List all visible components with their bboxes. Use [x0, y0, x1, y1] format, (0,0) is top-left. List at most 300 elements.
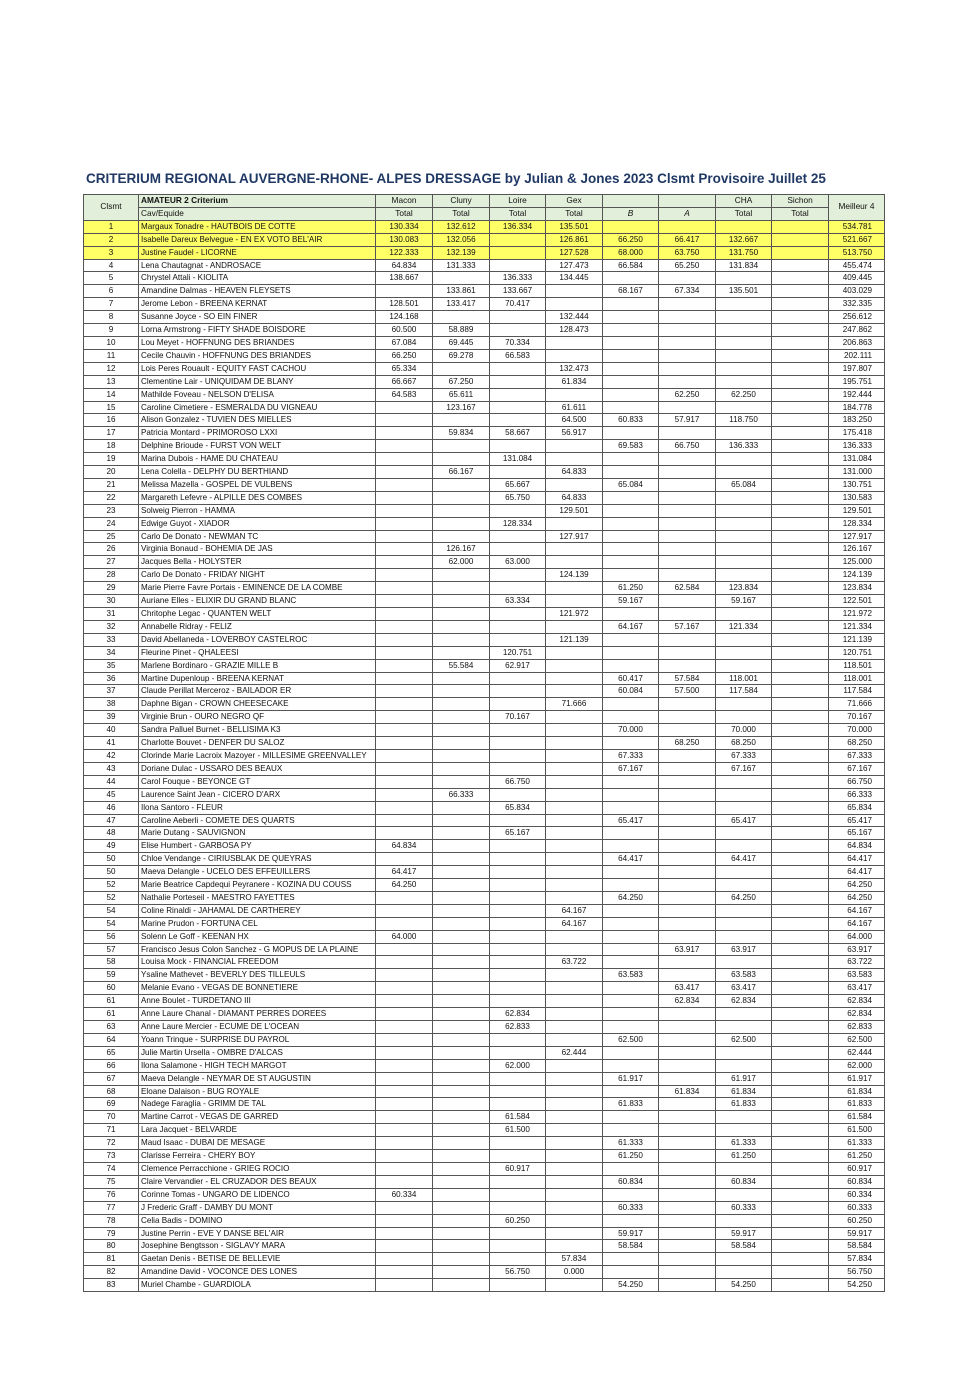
cell-cha: [716, 1008, 772, 1021]
cell-cluny: [433, 1046, 490, 1059]
cell-a: 63.750: [659, 246, 716, 259]
cell-sichon: [772, 1150, 829, 1163]
cell-rank: 58: [84, 956, 139, 969]
cell-name: Margareth Lefevre - ALPILLE DES COMBES: [139, 491, 376, 504]
cell-loire: [490, 956, 546, 969]
cell-cluny: [433, 762, 490, 775]
cell-a: [659, 1098, 716, 1111]
table-row: [84, 1150, 885, 1163]
cell-macon: [376, 659, 433, 672]
cell-gex: [546, 1150, 603, 1163]
cell-cha: 58.584: [716, 1240, 772, 1253]
cell-loire: [490, 324, 546, 337]
cell-sichon: [772, 1214, 829, 1227]
cell-sichon: [772, 1175, 829, 1188]
cell-cha: [716, 608, 772, 621]
cell-macon: [376, 633, 433, 646]
cell-cha: 65.084: [716, 478, 772, 491]
cell-b: [603, 866, 659, 879]
cell-cluny: 126.167: [433, 543, 490, 556]
cell-cluny: [433, 646, 490, 659]
cell-sichon: [772, 891, 829, 904]
cell-loire: 65.667: [490, 478, 546, 491]
best-header: Meilleur 4: [829, 195, 885, 221]
cell-best: 256.612: [829, 311, 885, 324]
cell-cluny: [433, 569, 490, 582]
cell-rank: 20: [84, 466, 139, 479]
cell-cluny: [433, 1137, 490, 1150]
cell-name: Chritophe Legac - QUANTEN WELT: [139, 608, 376, 621]
cell-cluny: [433, 685, 490, 698]
cell-sichon: [772, 478, 829, 491]
cell-best: 183.250: [829, 414, 885, 427]
cell-cluny: [433, 1214, 490, 1227]
cell-name: Lou Meyet - HOFFNUNG DES BRIANDES: [139, 336, 376, 349]
cell-best: 62.500: [829, 1033, 885, 1046]
cell-sichon: [772, 1124, 829, 1137]
cell-loire: [490, 840, 546, 853]
col-header-b-top: [603, 195, 659, 208]
cell-sichon: [772, 220, 829, 233]
cell-sichon: [772, 1021, 829, 1034]
cell-a: [659, 1072, 716, 1085]
cell-cluny: [433, 1085, 490, 1098]
sub-header-cha: Total: [716, 207, 772, 220]
cell-a: [659, 917, 716, 930]
cell-b: [603, 698, 659, 711]
cell-best: 403.029: [829, 285, 885, 298]
cell-best: 64.250: [829, 891, 885, 904]
cell-a: [659, 543, 716, 556]
cell-cluny: [433, 1188, 490, 1201]
cell-gex: [546, 453, 603, 466]
cell-macon: [376, 685, 433, 698]
cell-sichon: [772, 336, 829, 349]
cell-sichon: [772, 388, 829, 401]
cell-cluny: 58.889: [433, 324, 490, 337]
cell-cha: [716, 1266, 772, 1279]
cell-best: 120.751: [829, 646, 885, 659]
cell-sichon: [772, 259, 829, 272]
cell-name: Edwige Guyot - XIADOR: [139, 517, 376, 530]
cell-macon: [376, 285, 433, 298]
cell-name: Martine Carrot - VEGAS DE GARRED: [139, 1111, 376, 1124]
cell-name: Maeva Delangle - UCELO DES EFFEUILLERS: [139, 866, 376, 879]
cell-name: Lorna Armstrong - FIFTY SHADE BOISDORE: [139, 324, 376, 337]
cell-best: 184.778: [829, 401, 885, 414]
cell-sichon: [772, 543, 829, 556]
cell-cha: 59.167: [716, 595, 772, 608]
col-header-a-top: [659, 195, 716, 208]
table-row: [84, 1175, 885, 1188]
cell-cha: 61.333: [716, 1137, 772, 1150]
cell-sichon: [772, 1240, 829, 1253]
cell-cha: [716, 324, 772, 337]
cell-macon: [376, 1098, 433, 1111]
cell-name: Anne Laure Mercier - ECUME DE L'OCEAN: [139, 1021, 376, 1034]
cell-cha: [716, 1059, 772, 1072]
cell-name: Alison Gonzalez - TUVIEN DES MIELLES: [139, 414, 376, 427]
table-row: [84, 1227, 885, 1240]
cell-b: [603, 840, 659, 853]
cell-cha: [716, 1111, 772, 1124]
cell-macon: [376, 904, 433, 917]
cell-best: 118.501: [829, 659, 885, 672]
cell-loire: 60.917: [490, 1162, 546, 1175]
cell-sichon: [772, 272, 829, 285]
cell-cluny: [433, 698, 490, 711]
cell-best: 70.000: [829, 724, 885, 737]
cell-b: 65.417: [603, 814, 659, 827]
header-row-1: [84, 195, 885, 208]
cell-rank: 54: [84, 904, 139, 917]
cell-rank: 34: [84, 646, 139, 659]
table-row: [84, 1188, 885, 1201]
table-row: [84, 1201, 885, 1214]
cell-loire: 128.334: [490, 517, 546, 530]
cell-b: 61.333: [603, 1137, 659, 1150]
cell-loire: [490, 698, 546, 711]
cell-loire: [490, 440, 546, 453]
cell-sichon: [772, 1098, 829, 1111]
cell-gex: [546, 1085, 603, 1098]
cell-cha: [716, 556, 772, 569]
cell-gex: [546, 749, 603, 762]
cell-rank: 9: [84, 324, 139, 337]
cell-loire: [490, 853, 546, 866]
cell-cluny: [433, 775, 490, 788]
table-row: [84, 1137, 885, 1150]
cell-cluny: [433, 1240, 490, 1253]
cell-name: Ilona Santoro - FLEUR: [139, 801, 376, 814]
table-row: [84, 349, 885, 362]
cell-rank: 59: [84, 969, 139, 982]
cell-sichon: [772, 930, 829, 943]
table-row: [84, 220, 885, 233]
cell-name: Mathilde Foveau - NELSON D'ELISA: [139, 388, 376, 401]
cell-rank: 22: [84, 491, 139, 504]
cell-loire: 58.667: [490, 427, 546, 440]
cell-gex: [546, 1201, 603, 1214]
cell-cha: [716, 801, 772, 814]
cell-loire: [490, 1046, 546, 1059]
cell-cluny: [433, 814, 490, 827]
cell-sichon: [772, 453, 829, 466]
cell-a: [659, 272, 716, 285]
cell-macon: [376, 569, 433, 582]
cell-rank: 83: [84, 1279, 139, 1292]
cell-cluny: [433, 724, 490, 737]
cell-b: [603, 362, 659, 375]
table-row: [84, 620, 885, 633]
cell-a: [659, 762, 716, 775]
cell-gex: 61.834: [546, 375, 603, 388]
cell-gex: [546, 1214, 603, 1227]
cell-b: [603, 633, 659, 646]
cell-loire: 65.750: [490, 491, 546, 504]
page-title: CRITERIUM REGIONAL AUVERGNE-RHONE- ALPES DRESSAGE by Julian & Jones 2023 Clsmt Provisoire Juillet 25: [86, 171, 826, 186]
cell-gex: 128.473: [546, 324, 603, 337]
cell-a: [659, 1021, 716, 1034]
cell-rank: 81: [84, 1253, 139, 1266]
cell-gex: 129.501: [546, 504, 603, 517]
cell-b: [603, 530, 659, 543]
cell-b: [603, 737, 659, 750]
cell-loire: 63.334: [490, 595, 546, 608]
cell-rank: 44: [84, 775, 139, 788]
cell-b: 61.833: [603, 1098, 659, 1111]
cell-cha: [716, 827, 772, 840]
cell-cluny: 123.167: [433, 401, 490, 414]
table-row: [84, 995, 885, 1008]
cell-name: Amandine Dalmas - HEAVEN FLEYSETS: [139, 285, 376, 298]
cell-best: 197.807: [829, 362, 885, 375]
cell-cha: 70.000: [716, 724, 772, 737]
cell-rank: 25: [84, 530, 139, 543]
cell-name: Carlo De Donato - FRIDAY NIGHT: [139, 569, 376, 582]
cell-cha: [716, 633, 772, 646]
cell-loire: 70.167: [490, 711, 546, 724]
cell-name: Jerome Lebon - BREENA KERNAT: [139, 298, 376, 311]
cell-loire: [490, 582, 546, 595]
cell-macon: 66.667: [376, 375, 433, 388]
cell-rank: 52: [84, 879, 139, 892]
table-row: [84, 840, 885, 853]
cell-sichon: [772, 762, 829, 775]
cell-rank: 39: [84, 711, 139, 724]
cell-b: [603, 879, 659, 892]
cell-best: 62.444: [829, 1046, 885, 1059]
cell-gex: [546, 672, 603, 685]
cell-gex: [546, 801, 603, 814]
cell-gex: [546, 1008, 603, 1021]
table-row: [84, 1124, 885, 1137]
table-row: [84, 466, 885, 479]
cell-gex: 124.139: [546, 569, 603, 582]
cell-a: 57.584: [659, 672, 716, 685]
cell-loire: [490, 466, 546, 479]
cell-macon: [376, 608, 433, 621]
cell-b: [603, 504, 659, 517]
cell-gex: [546, 478, 603, 491]
cell-macon: 65.334: [376, 362, 433, 375]
cell-cluny: [433, 1162, 490, 1175]
cell-best: 131.084: [829, 453, 885, 466]
cell-rank: 2: [84, 233, 139, 246]
cell-cha: [716, 336, 772, 349]
table-row: [84, 801, 885, 814]
cell-b: [603, 995, 659, 1008]
cell-cha: [716, 504, 772, 517]
cell-rank: 3: [84, 246, 139, 259]
cell-cluny: [433, 737, 490, 750]
cell-macon: [376, 582, 433, 595]
cell-name: Julie Martin Ursella - OMBRE D'ALCAS: [139, 1046, 376, 1059]
cell-loire: [490, 1085, 546, 1098]
cell-cluny: [433, 969, 490, 982]
cell-macon: [376, 1111, 433, 1124]
cell-best: 61.917: [829, 1072, 885, 1085]
cell-best: 64.167: [829, 904, 885, 917]
cell-name: Marie Beatrice Capdequi Peyranere - KOZINA DU COUSS: [139, 879, 376, 892]
cell-best: 175.418: [829, 427, 885, 440]
cell-name: Melanie Evano - VEGAS DE BONNETIERE: [139, 982, 376, 995]
cell-rank: 38: [84, 698, 139, 711]
cell-gex: [546, 620, 603, 633]
cell-sichon: [772, 349, 829, 362]
cell-name: Claire Vervandier - EL CRUZADOR DES BEAUX: [139, 1175, 376, 1188]
cell-sichon: [772, 1046, 829, 1059]
cell-macon: 64.417: [376, 866, 433, 879]
cell-a: 57.917: [659, 414, 716, 427]
table-row: [84, 956, 885, 969]
table-row: [84, 453, 885, 466]
cell-gex: 57.834: [546, 1253, 603, 1266]
cell-name: Lena Chautagnat - ANDROSACE: [139, 259, 376, 272]
cell-sichon: [772, 749, 829, 762]
cell-b: 61.250: [603, 582, 659, 595]
cell-b: [603, 904, 659, 917]
cell-loire: [490, 1072, 546, 1085]
cell-name: Marie Dutang - SAUVIGNON: [139, 827, 376, 840]
table-row: [84, 685, 885, 698]
cell-b: [603, 556, 659, 569]
cell-b: [603, 1214, 659, 1227]
cell-name: Auriane Elles - ELIXIR DU GRAND BLANC: [139, 595, 376, 608]
table-row: [84, 633, 885, 646]
cell-gex: [546, 943, 603, 956]
cell-cluny: [433, 620, 490, 633]
cell-a: 62.834: [659, 995, 716, 1008]
cell-gex: [546, 582, 603, 595]
cell-loire: 70.334: [490, 336, 546, 349]
cell-rank: 73: [84, 1150, 139, 1163]
cell-b: 69.583: [603, 440, 659, 453]
cell-a: [659, 1124, 716, 1137]
cell-cluny: 131.333: [433, 259, 490, 272]
cell-b: [603, 659, 659, 672]
cell-sichon: [772, 375, 829, 388]
cell-loire: 136.334: [490, 220, 546, 233]
cell-macon: [376, 982, 433, 995]
cell-cluny: [433, 982, 490, 995]
cell-name: Daphne Bigan - CROWN CHEESECAKE: [139, 698, 376, 711]
cell-sichon: [772, 414, 829, 427]
cell-a: [659, 362, 716, 375]
cell-name: Caroline Cimetiere - ESMERALDA DU VIGNEAU: [139, 401, 376, 414]
cell-name: Susanne Joyce - SO EIN FINER: [139, 311, 376, 324]
cell-best: 192.444: [829, 388, 885, 401]
cell-gex: [546, 595, 603, 608]
cell-gex: 126.861: [546, 233, 603, 246]
col-header-gex: Gex: [546, 195, 603, 208]
cell-cluny: 132.139: [433, 246, 490, 259]
cell-name: Nadege Faraglia - GRIMM DE TAL: [139, 1098, 376, 1111]
cell-rank: 60: [84, 982, 139, 995]
cell-b: [603, 930, 659, 943]
cell-macon: [376, 646, 433, 659]
cell-gex: [546, 775, 603, 788]
cell-sichon: [772, 246, 829, 259]
cell-rank: 11: [84, 349, 139, 362]
cell-cha: 54.250: [716, 1279, 772, 1292]
cell-loire: [490, 1240, 546, 1253]
cell-best: 64.417: [829, 853, 885, 866]
cell-b: [603, 491, 659, 504]
cell-b: [603, 517, 659, 530]
cell-cluny: [433, 1033, 490, 1046]
cell-a: [659, 904, 716, 917]
cell-name: Lara Jacquet - BELVARDE: [139, 1124, 376, 1137]
cell-sichon: [772, 440, 829, 453]
cell-macon: 128.501: [376, 298, 433, 311]
cell-cluny: [433, 672, 490, 685]
cell-cluny: [433, 1227, 490, 1240]
cell-cha: [716, 1214, 772, 1227]
cell-cha: 135.501: [716, 285, 772, 298]
cell-rank: 16: [84, 414, 139, 427]
cell-best: 65.834: [829, 801, 885, 814]
cell-best: 131.000: [829, 466, 885, 479]
table-row: [84, 930, 885, 943]
cell-macon: [376, 853, 433, 866]
cell-a: [659, 749, 716, 762]
cell-b: [603, 311, 659, 324]
cell-b: 61.250: [603, 1150, 659, 1163]
cell-gex: 121.972: [546, 608, 603, 621]
cell-loire: [490, 530, 546, 543]
table-row: [84, 1008, 885, 1021]
cell-a: [659, 1162, 716, 1175]
cell-rank: 82: [84, 1266, 139, 1279]
cell-cha: 61.833: [716, 1098, 772, 1111]
cell-cha: 131.834: [716, 259, 772, 272]
cell-a: [659, 956, 716, 969]
cell-name: Francisco Jesus Colon Sanchez - G MOPUS DE LA PLAINE: [139, 943, 376, 956]
cell-cha: 65.417: [716, 814, 772, 827]
cell-best: 64.250: [829, 879, 885, 892]
table-row: [84, 1072, 885, 1085]
cell-macon: [376, 1137, 433, 1150]
cell-best: 128.334: [829, 517, 885, 530]
cell-a: [659, 853, 716, 866]
cell-gex: [546, 285, 603, 298]
cell-sichon: [772, 969, 829, 982]
cell-best: 332.335: [829, 298, 885, 311]
cell-best: 60.334: [829, 1188, 885, 1201]
table-row: [84, 272, 885, 285]
cell-cluny: [433, 414, 490, 427]
cell-cluny: 65.611: [433, 388, 490, 401]
cell-sichon: [772, 569, 829, 582]
cell-cha: 63.917: [716, 943, 772, 956]
cell-loire: 61.584: [490, 1111, 546, 1124]
col-header-sichon: Sichon: [772, 195, 829, 208]
cell-gex: [546, 788, 603, 801]
cell-rank: 33: [84, 633, 139, 646]
cell-sichon: [772, 698, 829, 711]
cell-b: [603, 427, 659, 440]
col-header-macon: Macon: [376, 195, 433, 208]
cell-b: 68.000: [603, 246, 659, 259]
cell-best: 64.167: [829, 917, 885, 930]
cell-macon: 64.834: [376, 259, 433, 272]
cell-best: 61.250: [829, 1150, 885, 1163]
table-row: [84, 1162, 885, 1175]
cell-gex: [546, 711, 603, 724]
cell-name: Muriel Chambe - GUARDIOLA: [139, 1279, 376, 1292]
cell-rank: 35: [84, 659, 139, 672]
